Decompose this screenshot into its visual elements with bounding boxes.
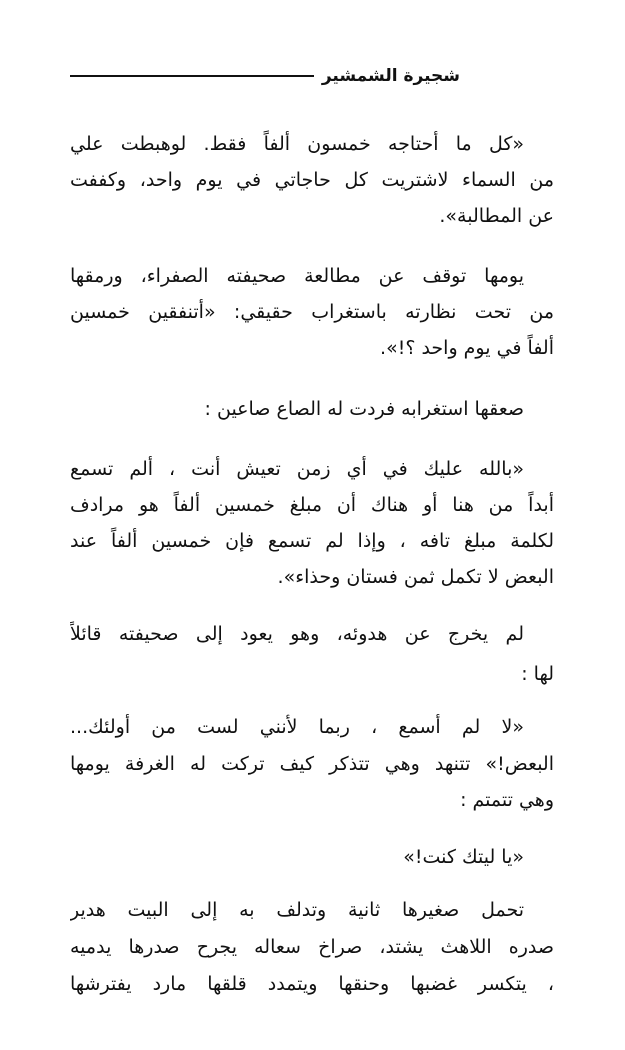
text-line: من السماء لاشتريت كل حاجاتي في يوم واحد، وكففت — [70, 169, 554, 191]
text-line: تحمل صغيرها ثانية وتدلف به إلى البيت هدير — [70, 899, 524, 921]
running-header — [70, 61, 460, 91]
text-line: «لا لم أسمع ، ربما لأنني لست من أولئك... — [70, 716, 524, 738]
text-line: لم يخرج عن هدوئه، وهو يعود إلى صحيفته قائلاً — [70, 623, 524, 645]
text-line: البعض!» تتنهد وهي تتذكر كيف تركت له الغرفة يومها — [70, 753, 554, 775]
text-line: لكلمة مبلغ تافه ، وإذا لم تسمع فإن خمسين ألفاً عند — [70, 530, 554, 552]
text-line: «يا ليتك كنت!» — [403, 846, 524, 868]
text-line: لها : — [521, 663, 554, 685]
text-line: «كل ما أحتاجه خمسون ألفاً فقط. لوهبطت علي — [70, 133, 524, 155]
book-title: شجيرة الشمشير — [321, 66, 460, 86]
text-line: أبداً من هنا أو هناك أن مبلغ خمسين ألفاً هو مرادف — [70, 494, 554, 516]
text-line: صعقها استغرابه فردت له الصاع صاعين : — [204, 398, 524, 420]
text-line: من تحت نظارته باستغراب حقيقي: «أتنفقين خمسين — [70, 301, 554, 323]
text-line: عن المطالبة». — [439, 205, 554, 227]
text-line: البعض لا تكمل ثمن فستان وحذاء». — [277, 566, 554, 588]
text-line: وهي تتمتم : — [460, 789, 554, 811]
text-line: صدره اللاهث يشتد، صراخ سعاله يجرح صدرها يدميه — [70, 936, 554, 958]
text-line: ألفاً في يوم واحد ؟!». — [380, 337, 554, 359]
text-line: ، يتكسر غضبها وحنقها ويتمدد قلقها مارد يفترشها — [70, 973, 554, 995]
header-rule — [70, 75, 314, 77]
text-line: يومها توقف عن مطالعة صحيفته الصفراء، ورمقها — [70, 265, 524, 287]
text-line: «بالله عليك في أي زمن تعيش أنت ، ألم تسمع — [70, 458, 524, 480]
